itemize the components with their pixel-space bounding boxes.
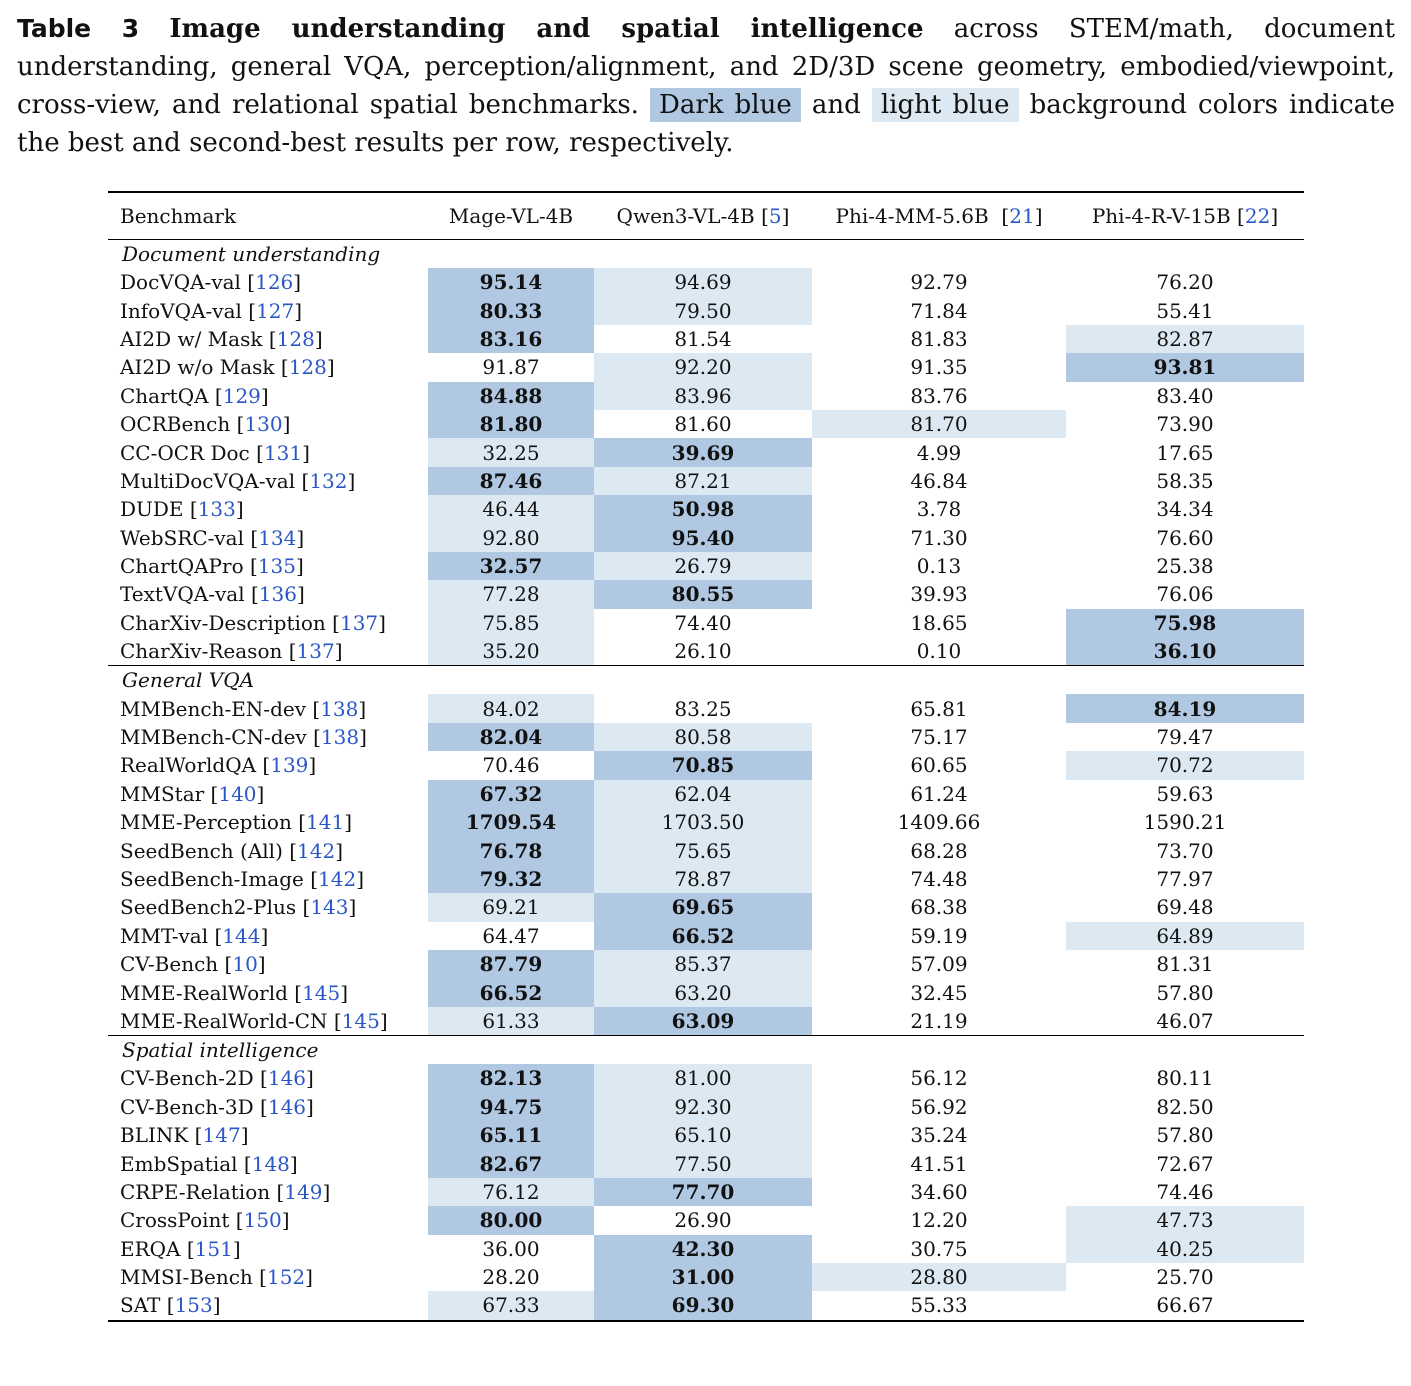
table-row: [108, 296, 1304, 324]
table-row: [108, 1206, 1304, 1234]
benchmark-name: RealWorldQA [139]: [120, 753, 317, 778]
score-cell: 76.06: [1156, 582, 1214, 607]
group-title: General VQA: [108, 666, 1304, 695]
table-row: [108, 1007, 1304, 1036]
score-cell: 63.20: [594, 978, 812, 1006]
table-row: [108, 922, 1304, 950]
score-cell: 67.32: [428, 780, 594, 808]
score-cell: 0.13: [916, 554, 962, 579]
citation-link[interactable]: 136: [258, 582, 297, 607]
score-cell: 57.09: [910, 952, 968, 977]
score-cell: 66.52: [594, 922, 812, 950]
citation-link[interactable]: 151: [194, 1236, 233, 1261]
table-row: [108, 950, 1304, 978]
score-cell: 35.24: [910, 1123, 968, 1148]
score-cell: 34.60: [910, 1179, 968, 1204]
benchmark-name: AI2D w/o Mask [128]: [120, 355, 335, 380]
benchmark-name: OCRBench [130]: [120, 412, 291, 437]
benchmark-name: ChartQA [129]: [120, 383, 269, 408]
score-cell: 1703.50: [594, 808, 812, 836]
benchmark-name: MMStar [140]: [120, 781, 265, 806]
header-model-3: Phi-4-R-V-15B [22]: [1066, 192, 1304, 240]
table-row: [108, 780, 1304, 808]
citation-link[interactable]: 153: [174, 1293, 213, 1318]
score-cell: 64.89: [1066, 922, 1304, 950]
score-cell: 46.07: [1156, 1008, 1214, 1033]
caption-and: and: [800, 90, 872, 120]
benchmark-name: WebSRC-val [134]: [120, 525, 305, 550]
score-cell: 70.46: [482, 753, 540, 778]
score-cell: 61.24: [910, 781, 968, 806]
citation-link[interactable]: 148: [251, 1151, 290, 1176]
benchmark-name: InfoVQA-val [127]: [120, 298, 303, 323]
table-row: [108, 694, 1304, 722]
score-cell: 91.87: [482, 355, 540, 380]
benchmark-name: SeedBench (All) [142]: [120, 838, 344, 863]
score-cell: 57.80: [1156, 1123, 1214, 1148]
score-cell: 55.33: [812, 1291, 1066, 1320]
score-cell: 72.67: [1156, 1151, 1214, 1176]
benchmark-name: SAT [153]: [108, 1291, 428, 1320]
score-cell: 30.75: [910, 1236, 968, 1261]
header-model-2: Phi-4-MM-5.6B [21]: [812, 192, 1066, 240]
group-title: Spatial intelligence: [108, 1036, 1304, 1065]
score-cell: 74.48: [910, 867, 968, 891]
citation-link[interactable]: 145: [302, 980, 341, 1005]
table-row: [108, 1149, 1304, 1177]
score-cell: 95.40: [594, 524, 812, 552]
header-row: [108, 192, 1304, 240]
benchmark-name: CharXiv-Reason [137]: [120, 639, 343, 664]
table-row: [108, 382, 1304, 410]
table-row: [108, 751, 1304, 779]
table-row: [108, 1235, 1304, 1263]
score-cell: 80.00: [428, 1206, 594, 1234]
caption-title: Image understanding and spatial intelligence: [169, 14, 924, 44]
header-benchmark: Benchmark: [108, 192, 428, 240]
score-cell: 80.11: [1156, 1066, 1214, 1091]
benchmark-name: ERQA [151]: [120, 1236, 241, 1261]
citation-link[interactable]: 137: [339, 610, 379, 635]
citation-link[interactable]: 133: [197, 497, 236, 522]
score-cell: 82.04: [428, 723, 594, 751]
score-cell: 17.65: [1156, 440, 1214, 465]
score-cell: 77.50: [594, 1149, 812, 1177]
table-row: [108, 467, 1304, 495]
score-cell: 71.84: [910, 298, 968, 323]
score-cell: 75.98: [1066, 609, 1304, 637]
score-cell: 70.72: [1066, 751, 1304, 779]
score-cell: 77.70: [594, 1178, 812, 1206]
citation-link[interactable]: 126: [255, 270, 294, 295]
score-cell: 75.65: [594, 836, 812, 864]
citation-link[interactable]: 152: [266, 1265, 306, 1290]
score-cell: 46.44: [428, 495, 594, 523]
table-row: [108, 1064, 1304, 1092]
score-cell: 39.93: [910, 582, 968, 607]
citation-link[interactable]: 135: [257, 554, 296, 579]
score-cell: 74.40: [674, 610, 732, 635]
table-row: [108, 1121, 1304, 1149]
score-cell: 36.00: [482, 1236, 540, 1261]
legend-dark-blue: Dark blue: [650, 88, 801, 122]
score-cell: 69.65: [594, 893, 812, 921]
benchmark-name: MMBench-CN-dev [138]: [120, 725, 367, 750]
score-cell: 94.75: [428, 1093, 594, 1121]
score-cell: 76.20: [1156, 270, 1214, 295]
score-cell: 81.70: [812, 410, 1066, 438]
group-header-row: [108, 666, 1304, 695]
score-cell: 42.30: [594, 1235, 812, 1263]
table-row: [108, 325, 1304, 353]
citation-link[interactable]: 145: [341, 1008, 380, 1033]
score-cell: 55.41: [1156, 298, 1214, 323]
score-cell: 0.10: [916, 639, 962, 664]
score-cell: 50.98: [594, 495, 812, 523]
score-cell: 1709.54: [428, 808, 594, 836]
score-cell: 73.70: [1156, 838, 1214, 863]
citation-link[interactable]: 127: [256, 298, 295, 323]
score-cell: 47.73: [1066, 1206, 1304, 1234]
citation-link[interactable]: 141: [306, 810, 345, 835]
score-cell: 84.02: [428, 694, 594, 722]
score-cell: 40.25: [1066, 1235, 1304, 1263]
citation-link[interactable]: 144: [222, 923, 261, 948]
score-cell: 39.69: [594, 438, 812, 466]
benchmark-name: MME-Perception [141]: [120, 810, 353, 835]
benchmark-name: CV-Bench-2D [146]: [120, 1066, 314, 1091]
score-cell: 82.50: [1156, 1094, 1214, 1119]
score-cell: 73.90: [1156, 412, 1214, 437]
score-cell: 32.45: [910, 980, 968, 1005]
score-cell: 92.80: [428, 524, 594, 552]
score-cell: 26.90: [674, 1208, 732, 1233]
score-cell: 68.38: [910, 895, 968, 920]
score-cell: 65.11: [428, 1121, 594, 1149]
score-cell: 4.99: [916, 440, 962, 465]
citation-link[interactable]: 146: [267, 1094, 307, 1119]
citation-link[interactable]: 129: [222, 383, 261, 408]
score-cell: 81.80: [428, 410, 594, 438]
score-cell: 83.76: [910, 383, 968, 408]
score-cell: 31.00: [594, 1263, 812, 1291]
score-cell: 26.10: [674, 639, 732, 664]
score-cell: 79.50: [594, 296, 812, 324]
table-row: [108, 495, 1304, 523]
score-cell: 69.30: [594, 1291, 812, 1320]
score-cell: 21.19: [910, 1008, 968, 1033]
benchmark-name: CC-OCR Doc [131]: [120, 440, 310, 465]
score-cell: 70.85: [594, 751, 812, 779]
table-row: [108, 1263, 1304, 1291]
score-cell: 82.87: [1066, 325, 1304, 353]
table-row: [108, 580, 1304, 608]
score-cell: 59.19: [910, 923, 968, 948]
citation-link[interactable]: 134: [258, 525, 297, 550]
score-cell: 81.60: [674, 412, 732, 437]
group-title: Document understanding: [122, 242, 381, 266]
score-cell: 61.33: [428, 1007, 594, 1036]
score-cell: 74.46: [1156, 1179, 1214, 1204]
citation-link[interactable]: 143: [310, 895, 349, 920]
results-table: [108, 191, 1304, 1322]
score-cell: 25.70: [1156, 1265, 1214, 1290]
citation-link[interactable]: 149: [284, 1179, 323, 1204]
citation-link[interactable]: 10: [232, 952, 258, 977]
citation-link[interactable]: 138: [320, 725, 360, 750]
table-row: [108, 978, 1304, 1006]
score-cell: 77.28: [428, 580, 594, 608]
citation-link[interactable]: 139: [270, 753, 309, 778]
score-cell: 80.33: [428, 296, 594, 324]
score-cell: 12.20: [910, 1208, 968, 1233]
benchmark-name: CV-Bench [10]: [120, 952, 266, 977]
table-caption: [17, 10, 1395, 162]
score-cell: 81.54: [674, 326, 732, 351]
benchmark-name: MultiDocVQA-val [132]: [120, 468, 356, 493]
score-cell: 32.57: [428, 552, 594, 580]
score-cell: 79.32: [428, 865, 594, 893]
table-row: [108, 1178, 1304, 1206]
citation-link[interactable]: 138: [320, 696, 359, 721]
score-cell: 82.67: [428, 1149, 594, 1177]
score-cell: 76.12: [428, 1178, 594, 1206]
score-cell: 58.35: [1156, 468, 1214, 493]
score-cell: 83.25: [674, 696, 732, 721]
benchmark-name: CV-Bench-3D [146]: [120, 1094, 314, 1119]
table-row: [108, 836, 1304, 864]
score-cell: 81.00: [594, 1064, 812, 1092]
score-cell: 57.80: [1156, 980, 1214, 1005]
table-row: [108, 524, 1304, 552]
score-cell: 93.81: [1066, 353, 1304, 381]
benchmark-name: CrossPoint [150]: [120, 1208, 290, 1233]
score-cell: 81.83: [910, 326, 968, 351]
score-cell: 1590.21: [1143, 810, 1227, 835]
citation-link[interactable]: 132: [309, 468, 348, 493]
score-cell: 84.19: [1066, 694, 1304, 722]
benchmark-name: SeedBench-Image [142]: [120, 867, 365, 891]
group-header-row: [108, 1036, 1304, 1065]
header-model-0: Mage-VL-4B: [428, 192, 594, 240]
benchmark-name: MMSI-Bench [152]: [120, 1265, 313, 1290]
citation-link[interactable]: 142: [297, 838, 336, 863]
score-cell: 3.78: [916, 497, 962, 522]
score-cell: 83.96: [594, 382, 812, 410]
score-cell: 28.80: [812, 1263, 1066, 1291]
score-cell: 79.47: [1156, 725, 1214, 750]
table-row: [108, 268, 1304, 296]
benchmark-name: ChartQAPro [135]: [120, 554, 304, 579]
table-row: [108, 723, 1304, 751]
table-row: [108, 637, 1304, 666]
group-header-row: [108, 240, 1304, 269]
score-cell: 35.20: [428, 637, 594, 666]
score-cell: 87.21: [594, 467, 812, 495]
score-cell: 75.85: [428, 609, 594, 637]
citation-link[interactable]: 140: [218, 781, 257, 806]
benchmark-name: DUDE [133]: [120, 497, 244, 522]
legend-light-blue: light blue: [872, 88, 1019, 122]
citation-link[interactable]: 142: [318, 867, 357, 891]
score-cell: 26.79: [594, 552, 812, 580]
score-cell: 62.04: [594, 780, 812, 808]
score-cell: 76.60: [1156, 525, 1214, 550]
score-cell: 71.30: [910, 525, 968, 550]
caption-label: Table 3: [17, 14, 140, 43]
score-cell: 59.63: [1156, 781, 1214, 806]
score-cell: 66.67: [1066, 1291, 1304, 1320]
score-cell: 80.58: [594, 723, 812, 751]
score-cell: 84.88: [428, 382, 594, 410]
score-cell: 69.21: [428, 893, 594, 921]
score-cell: 87.79: [428, 950, 594, 978]
score-cell: 56.92: [910, 1094, 968, 1119]
benchmark-name: MME-RealWorld-CN [145]: [120, 1008, 388, 1033]
score-cell: 80.55: [594, 580, 812, 608]
score-cell: 76.78: [428, 836, 594, 864]
score-cell: 66.52: [428, 978, 594, 1006]
score-cell: 83.40: [1156, 383, 1214, 408]
citation-link[interactable]: 150: [243, 1208, 282, 1233]
score-cell: 92.79: [910, 270, 968, 295]
score-cell: 92.30: [594, 1093, 812, 1121]
score-cell: 85.37: [594, 950, 812, 978]
score-cell: 92.20: [594, 353, 812, 381]
caption-text-1: across STEM/math, document understanding, general VQA, perception/alignment, and 2D/3D scene geometry, embodied/viewpoint, cross-view, and relational spatial benchmarks.: [17, 14, 1395, 120]
citation-link[interactable]: 128: [288, 355, 327, 380]
score-cell: 36.10: [1066, 637, 1304, 666]
score-cell: 32.25: [428, 438, 594, 466]
table-row: [108, 438, 1304, 466]
table-body: [108, 240, 1304, 1321]
benchmark-name: CRPE-Relation [149]: [120, 1179, 331, 1204]
header-model-1: Qwen3-VL-4B [5]: [594, 192, 812, 240]
score-cell: 65.81: [910, 696, 968, 721]
benchmark-name: BLINK [147]: [120, 1123, 249, 1148]
caption-text-2: background colors indicate the best and second-best results per row, respectively.: [17, 90, 1396, 158]
score-cell: 78.87: [594, 865, 812, 893]
benchmark-name: MMT-val [144]: [120, 923, 269, 948]
score-cell: 95.14: [428, 268, 594, 296]
score-cell: 77.97: [1156, 867, 1214, 891]
table-row: [108, 609, 1304, 637]
score-cell: 91.35: [910, 355, 968, 380]
table-row: [108, 808, 1304, 836]
citation-link[interactable]: 147: [202, 1123, 241, 1148]
benchmark-name: MMBench-EN-dev [138]: [120, 696, 367, 721]
table-row: [108, 1093, 1304, 1121]
score-cell: 82.13: [428, 1064, 594, 1092]
table-row: [108, 353, 1304, 381]
benchmark-name: EmbSpatial [148]: [120, 1151, 298, 1176]
citation-link[interactable]: 128: [276, 326, 315, 351]
benchmark-name: SeedBench2-Plus [143]: [120, 895, 357, 920]
score-cell: 64.47: [482, 923, 540, 948]
citation-link[interactable]: 130: [244, 412, 283, 437]
score-cell: 83.16: [428, 325, 594, 353]
citation-link[interactable]: 137: [296, 639, 335, 664]
citation-link[interactable]: 146: [267, 1066, 307, 1091]
table-row: [108, 865, 1304, 893]
benchmark-name: TextVQA-val [136]: [120, 582, 305, 607]
table-row: [108, 1291, 1304, 1320]
citation-link[interactable]: 131: [263, 440, 303, 465]
score-cell: 46.84: [910, 468, 968, 493]
score-cell: 63.09: [594, 1007, 812, 1036]
benchmark-name: AI2D w/ Mask [128]: [120, 326, 323, 351]
score-cell: 75.17: [910, 725, 968, 750]
score-cell: 28.20: [482, 1265, 540, 1290]
score-cell: 41.51: [910, 1151, 968, 1176]
score-cell: 25.38: [1156, 554, 1214, 579]
score-cell: 56.12: [910, 1066, 968, 1091]
benchmark-name: CharXiv-Description [137]: [120, 610, 386, 635]
score-cell: 94.69: [594, 268, 812, 296]
benchmark-name: MME-RealWorld [145]: [120, 980, 349, 1005]
score-cell: 18.65: [910, 610, 968, 635]
benchmark-name: DocVQA-val [126]: [120, 270, 302, 295]
score-cell: 87.46: [428, 467, 594, 495]
table-row: [108, 893, 1304, 921]
score-cell: 69.48: [1156, 895, 1214, 920]
score-cell: 34.34: [1156, 497, 1214, 522]
score-cell: 67.33: [428, 1291, 594, 1320]
score-cell: 65.10: [594, 1121, 812, 1149]
table-row: [108, 552, 1304, 580]
score-cell: 81.31: [1156, 952, 1214, 977]
score-cell: 60.65: [910, 753, 968, 778]
score-cell: 1409.66: [897, 810, 981, 835]
score-cell: 68.28: [910, 838, 968, 863]
table-row: [108, 410, 1304, 438]
